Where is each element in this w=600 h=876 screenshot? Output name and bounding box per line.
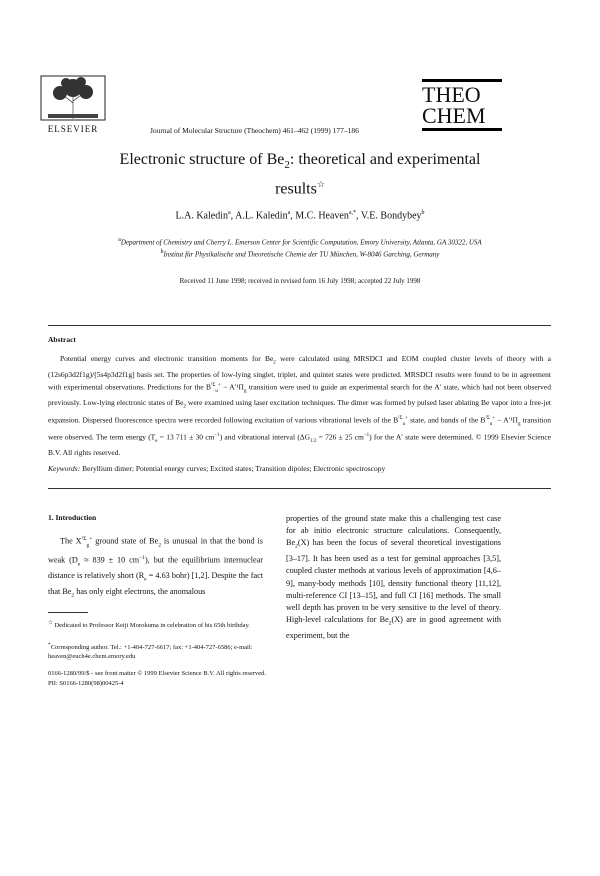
body-text: ground state of Be	[92, 536, 159, 546]
fn-mark: *	[48, 642, 51, 648]
body-text: The X	[60, 536, 82, 546]
affil-b-text: Institut für Physikalische und Theoretische Chemie der TU München, W-8046 Garching, Germany	[163, 250, 440, 259]
abstract-text: state, and bands of the B	[407, 415, 486, 425]
abs-sub: e	[155, 439, 158, 445]
sub: 2	[158, 542, 161, 549]
abstract-text: Potential energy curves and electronic transition moments for Be	[60, 354, 274, 363]
abstract-heading: Abstract	[48, 335, 76, 344]
abstract-text: ) for the A′ state were determined. © 1999 Elsevier Science B.V. All rights reserved.	[48, 432, 551, 458]
pii-line: PII: S0166-1280(98)00425-4	[48, 680, 124, 687]
author-4-affil: b	[421, 210, 425, 216]
sup: −1	[139, 554, 145, 561]
abs-sub: g	[243, 388, 247, 394]
divider	[48, 488, 551, 489]
abstract-body	[48, 353, 551, 458]
abs-sub: u	[489, 421, 493, 427]
body-text: is unusual in that the bond is weak (D	[48, 536, 263, 565]
authors	[70, 210, 530, 221]
sub: g	[86, 542, 90, 549]
abs-sub: 1/2	[310, 439, 317, 445]
author-1: L.A. Kaledin	[175, 210, 228, 222]
affil-b-mark: b	[160, 248, 164, 255]
sym: ¹Σ	[81, 536, 87, 542]
footnote-dedication	[48, 619, 263, 630]
affiliations	[80, 236, 520, 260]
fn-mark: ☆	[48, 620, 53, 626]
affil-a-text: Department of Chemistry and Cherry L. Emerson Center for Scientific Computation, Emory University, Atlanta, GA 30322, USA	[120, 238, 482, 247]
publisher-logo	[38, 73, 108, 135]
abs-sub: u	[215, 388, 218, 394]
abs-sub: 2	[273, 360, 276, 366]
title-subscript: 2	[284, 159, 290, 172]
journal-logo-line2: CHEM	[422, 103, 486, 128]
keywords	[48, 464, 551, 473]
title-text-2: : theoretical and experimental	[289, 151, 481, 168]
author-1-affil: a	[227, 210, 231, 216]
title-line2: results	[275, 180, 317, 198]
keywords-label: Keywords:	[48, 464, 81, 473]
abs-sym: ¹Σ	[211, 382, 216, 388]
received-dates: Received 11 June 1998; received in revised form 16 July 1998; accepted 22 July 1998	[179, 277, 421, 285]
abs-term: − A′¹Π	[220, 382, 244, 392]
sub: 2	[388, 620, 392, 627]
abstract-text: = 13 711 ± 30 cm	[157, 432, 215, 442]
body-text: ), but the equilibrium internuclear distance is relatively short (R	[48, 555, 263, 581]
title-footnote-mark: ☆	[316, 179, 325, 190]
journal-logo-line1: THEO	[422, 82, 481, 107]
fn-text: Dedicated to Professor Keiji Morokuma in celebration of his 65th birthday.	[52, 622, 250, 630]
affiliation-b	[80, 248, 520, 260]
abs-sup: −1	[214, 433, 220, 439]
section-heading: 1. Introduction	[48, 513, 97, 522]
author-4: , V.E. Bondybey	[356, 210, 422, 222]
abs-sup: +	[492, 415, 496, 421]
sub: e	[144, 576, 147, 583]
body-text: (X) are in good agreement with experiment, but the	[286, 615, 501, 641]
abstract-text: transition were observed. The term energy (T	[48, 415, 551, 442]
abstract-text: transition were used to guide an experimental search for the A′ state, which had not been observed previously. Low-lying electronic states of Be	[48, 382, 551, 408]
body-text: = 4.63 bohr) [1,2]. Despite the fact that Be	[48, 571, 263, 596]
body-text: properties of the ground state make this a challenging test case for ab initio electronic structure calculations. Consequently, Be	[286, 514, 501, 548]
footnote-corresponding	[48, 641, 263, 661]
abstract-text: were calculated using MRSDCI and EOM coupled cluster levels of theory with a (12s6p3d2f1g)/[5s4p3d2f1g] basis set. The properties of low-lying singlet, triplet, and quintet states were predicted. MRSDCI results were found to be in agreement with experimental observations. Predictions for the B	[48, 354, 551, 392]
sup: +	[89, 536, 93, 542]
abs-sub: u	[402, 421, 406, 427]
author-3-affil: a,*	[348, 210, 357, 216]
journal-citation: Journal of Molecular Structure (Theochem) 461–462 (1999) 177–186	[150, 126, 359, 135]
abstract-text: were examined using laser excitation techniques. The dimer was formed by pulsed laser ablating Be vapor into a free-jet expansion. Dispersed fluorescence spectra were recorded following excitation of various vibrational levels of the B	[48, 398, 551, 425]
journal-logo	[422, 79, 502, 131]
abs-sup: +	[217, 382, 221, 388]
sub: 2	[295, 544, 298, 551]
body-text: (X) has been the focus of several theoretical investigations [3–17]. It has been used as a test for geminal approaches [3,5], coupled cluster methods at various levels of approximation [4,6–9], many-body methods [10], density functional theory [11,12], multi-reference CI [13–15], and full CI [16] methods. The small well depth has proven to be very sensitive to the level of theory. High-level calculations for Be	[286, 538, 501, 625]
sub: 2	[71, 592, 75, 599]
footnote-divider	[48, 612, 88, 613]
abstract-text: ) and vibrational interval (ΔG	[219, 432, 311, 442]
abs-sup: +	[405, 415, 408, 421]
keywords-text: Beryllium dimer; Potential energy curves; Excited states; Transition dipoles; Electronic spectroscopy	[82, 464, 386, 473]
publisher-name: ELSEVIER	[47, 124, 99, 134]
elsevier-tree-icon	[38, 73, 108, 123]
author-3: , M.C. Heaven	[290, 210, 349, 222]
body-text: ≈ 839 ± 10 cm	[80, 555, 140, 565]
abstract-text: = 726 ± 25 cm	[316, 432, 364, 442]
abs-sub: g	[517, 421, 521, 427]
fn-text: Corresponding author. Tel.: +1-404-727-6617; fax: +1-404-727-6586; e-mail: heaven@euch4e.chem.emory.edu	[48, 644, 253, 661]
divider	[48, 325, 551, 326]
issn-line: 0166-1280/99/$ - see front matter © 1999 Elsevier Science B.V. All rights reserved.	[48, 670, 267, 677]
abs-sym: ¹Σ	[485, 415, 490, 421]
article-title	[70, 150, 530, 199]
abs-term: − A′¹Π	[495, 415, 518, 425]
column-left	[48, 533, 263, 602]
sub: e	[77, 560, 81, 567]
affil-a-mark: a	[118, 237, 121, 243]
body-text: has only eight electrons, the anomalous	[74, 587, 206, 596]
author-2-affil: a	[287, 210, 291, 216]
abs-sub: 2	[183, 404, 186, 410]
abs-sym: ¹Σ	[398, 415, 403, 421]
abs-sup: −1	[363, 433, 370, 439]
column-right	[286, 513, 501, 642]
author-2: , A.L. Kaledin	[230, 210, 288, 222]
title-text: Electronic structure of Be	[119, 151, 285, 168]
affiliation-a	[80, 236, 520, 248]
